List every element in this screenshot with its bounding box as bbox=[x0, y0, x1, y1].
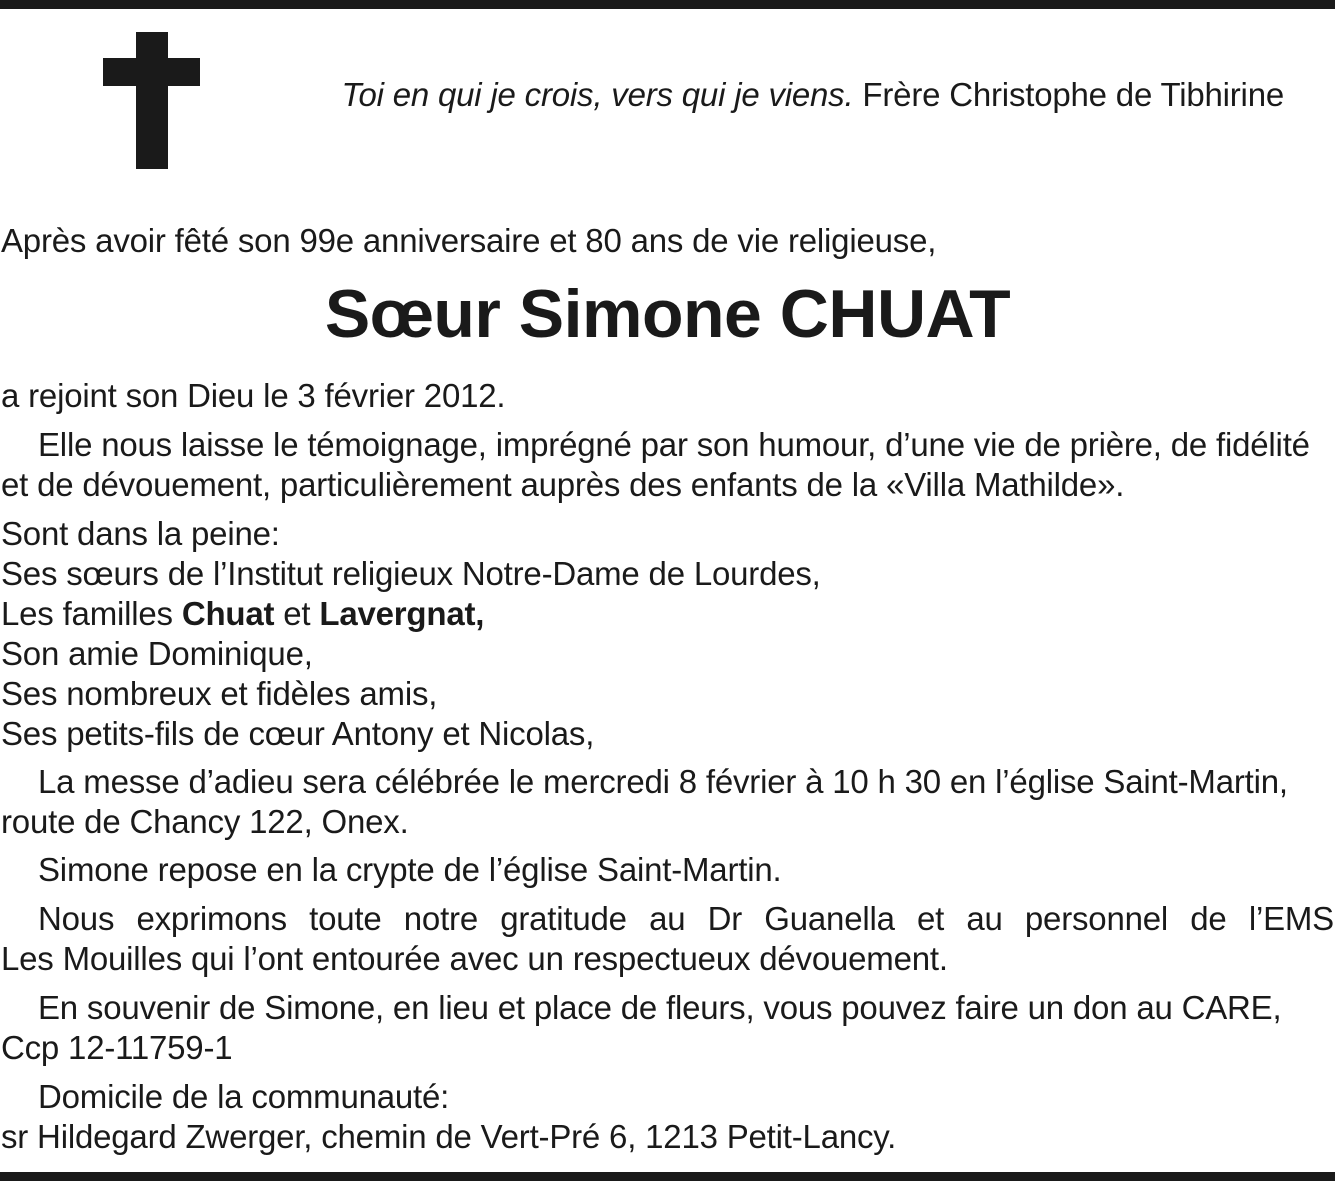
family-name-chuat: Chuat bbox=[181, 595, 275, 632]
mourners-heading: Sont dans la peine: bbox=[1, 515, 280, 552]
mourners-line-4: Ses nombreux et fidèles amis, bbox=[1, 675, 438, 712]
gratitude-line-2: Les Mouilles qui l’ont entourée avec un respectueux dévouement. bbox=[1, 940, 948, 977]
family-name-lavergnat: Lavergnat, bbox=[319, 595, 485, 632]
domicile-line-2: sr Hildegard Zwerger, chemin de Vert-Pré 6, 1213 Petit-Lancy. bbox=[1, 1118, 897, 1155]
latin-cross-icon bbox=[103, 32, 200, 169]
mourners-line-5: Ses petits-fils de cœur Antony et Nicolas, bbox=[1, 715, 595, 752]
domicile-line-1: Domicile de la communauté: bbox=[38, 1078, 450, 1115]
testimony-line-2: et de dévouement, particulièrement auprès des enfants de la «Villa Mathilde». bbox=[1, 466, 1125, 503]
donation-line-1: En souvenir de Simone, en lieu et place de fleurs, vous pouvez faire un don au CARE, bbox=[38, 989, 1282, 1026]
top-border-rule bbox=[0, 0, 1335, 9]
mass-line-1: La messe d’adieu sera célébrée le mercredi 8 février à 10 h 30 en l’église Saint-Martin, bbox=[38, 763, 1288, 800]
bottom-border-rule bbox=[0, 1172, 1335, 1181]
mourners-families bbox=[1, 594, 484, 634]
mourners-line-1: Ses sœurs de l’Institut religieux Notre-Dame de Lourdes, bbox=[1, 555, 821, 592]
families-prefix: Les familles bbox=[1, 595, 182, 632]
donation-line-2: Ccp 12-11759-1 bbox=[1, 1029, 233, 1066]
mourners-line-3: Son amie Dominique, bbox=[1, 635, 313, 672]
epigraph bbox=[342, 72, 1284, 118]
rest-line: Simone repose en la crypte de l’église Saint-Martin. bbox=[38, 851, 782, 888]
deceased-name: Sœur Simone CHUAT bbox=[324, 276, 1011, 352]
death-line: a rejoint son Dieu le 3 février 2012. bbox=[1, 377, 506, 414]
epigraph-author: Frère Christophe de Tibhirine bbox=[862, 76, 1284, 113]
families-and: et bbox=[274, 595, 320, 632]
epigraph-quote: Toi en qui je crois, vers qui je viens. bbox=[341, 76, 854, 113]
intro-text: Après avoir fêté son 99e anniversaire et 80 ans de vie religieuse, bbox=[1, 222, 937, 259]
testimony-line-1: Elle nous laisse le témoignage, imprégné par son humour, d’une vie de prière, de fidélité bbox=[38, 426, 1310, 463]
mass-line-2: route de Chancy 122, Onex. bbox=[1, 803, 409, 840]
gratitude-line-1: Nous exprimons toute notre gratitude au Dr Guanella et au personnel de l’EMS bbox=[38, 900, 1334, 937]
